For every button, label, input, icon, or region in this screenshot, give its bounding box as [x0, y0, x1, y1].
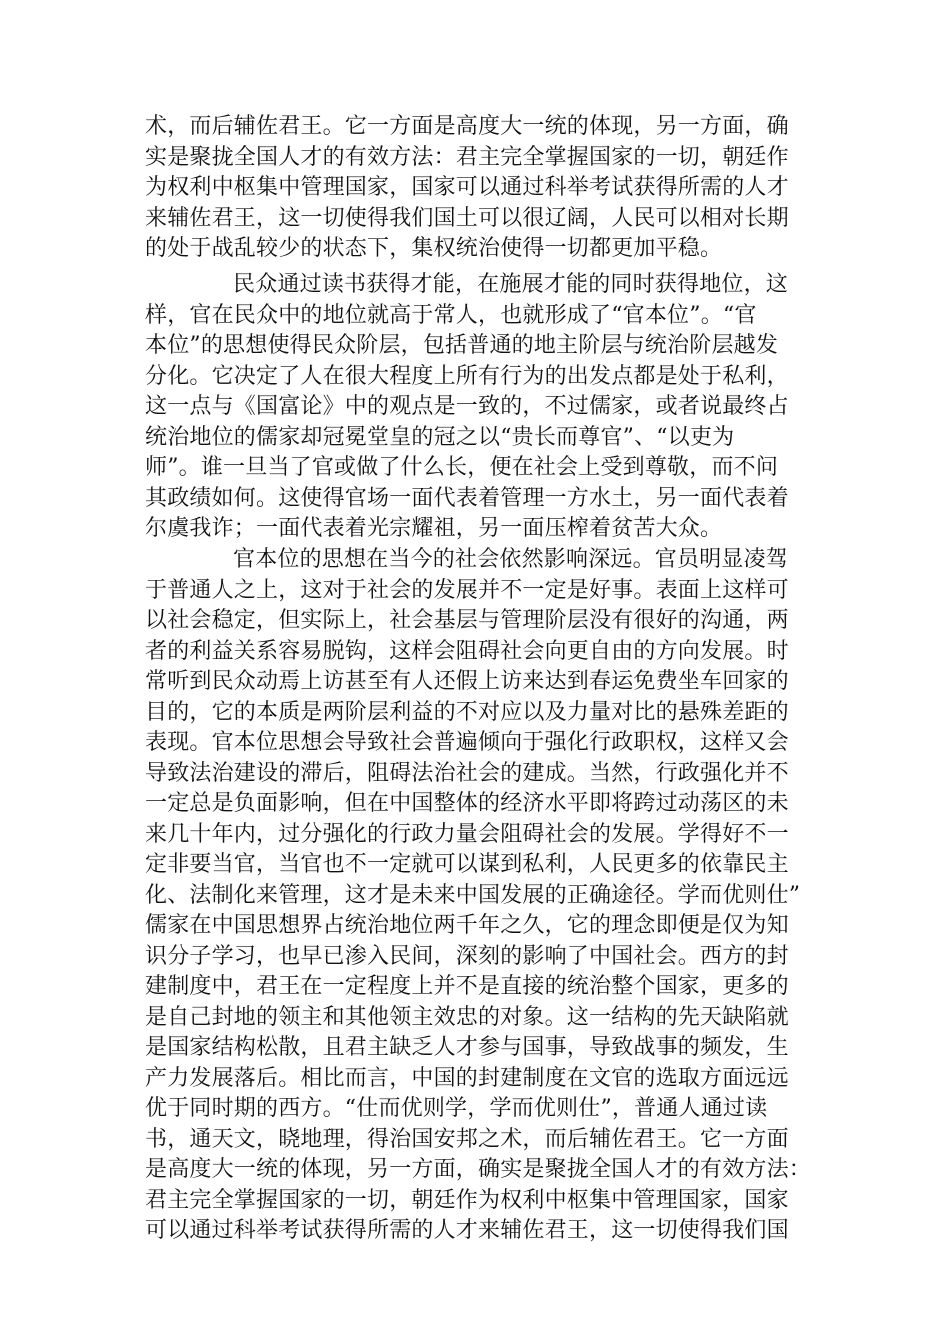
text-line: 分化。它决定了人在很大程度上所有行为的出发点都是处于私利，: [145, 363, 789, 389]
text-line: 化、法制化来管理，这才是未来中国发展的正确途径。学而优则仕”: [145, 882, 801, 908]
text-line: 实是聚拢全国人才的有效方法：君主完全掌握国家的一切，朝廷作: [145, 144, 789, 170]
text-line: 统治地位的儒家却冠冕堂皇的冠之以“贵长而尊官”、“以吏为: [145, 424, 735, 450]
text-line: 书，通天文，晓地理，得治国安邦之术，而后辅佐君王。它一方面: [145, 1126, 789, 1152]
text-line: 导致法治建设的滞后，阻碍法治社会的建成。当然，行政强化并不: [145, 760, 789, 786]
text-line: 来辅佐君王，这一切使得我们国土可以很辽阔，人民可以相对长期: [145, 205, 789, 231]
text-line: 目的，它的本质是两阶层利益的不对应以及力量对比的悬殊差距的: [145, 699, 789, 725]
text-line: 表现。官本位思想会导致社会普遍倾向于强化行政职权，这样又会: [145, 730, 789, 755]
text-line: 民众通过读书获得才能，在施展才能的同时获得地位，这: [233, 272, 789, 297]
text-line: 儒家在中国思想界占统治地位两千年之久，它的理念即便是仅为知: [145, 913, 789, 938]
text-line: 是自己封地的领主和其他领主效忠的对象。这一结构的先天缺陷就: [145, 1004, 789, 1030]
text-line: 以社会稳定，但实际上，社会基层与管理阶层没有很好的沟通，两: [145, 608, 789, 633]
text-line: 这一点与《国富论》中的观点是一致的，不过儒家，或者说最终占: [145, 394, 789, 419]
text-line: 可以通过科举考试获得所需的人才来辅佐君王，这一切使得我们国: [145, 1218, 789, 1243]
paragraph-1: [145, 112, 825, 265]
text-line: 定非要当官，当官也不一定就可以谋到私利，人民更多的依靠民主: [145, 852, 789, 877]
text-line: 为权利中枢集中管理国家，国家可以通过科举考试获得所需的人才: [145, 175, 789, 200]
paragraph-2: [145, 270, 825, 545]
paragraph-3: [145, 545, 825, 1247]
text-line: 识分子学习，也早已渗入民间，深刻的影响了中国社会。西方的封: [145, 943, 789, 969]
text-line: 本位”的思想使得民众阶层，包括普通的地主阶层与统治阶层越发: [145, 333, 779, 358]
text-line: 一定总是负面影响，但在中国整体的经济水平即将跨过动荡区的未: [145, 791, 789, 816]
text-line: 来几十年内，过分强化的行政力量会阻碍社会的发展。学得好不一: [145, 821, 789, 847]
text-line: 建制度中，君王在一定程度上并不是直接的统治整个国家，更多的: [145, 974, 789, 999]
text-line: 是国家结构松散，且君主缺乏人才参与国事，导致战事的频发，生: [145, 1035, 789, 1060]
text-line: 产力发展落后。相比而言，中国的封建制度在文官的选取方面远远: [145, 1065, 789, 1091]
text-line: 其政绩如何。这使得官场一面代表着管理一方水土，另一面代表着: [145, 485, 789, 511]
text-line: 样，官在民众中的地位就高于常人，也就形成了“官本位”。“官: [145, 302, 757, 328]
text-line: 优于同时期的西方。“仕而优则学，学而优则仕”，普通人通过读: [145, 1096, 768, 1121]
text-line: 尔虞我诈；一面代表着光宗耀祖，另一面压榨着贫苦大众。: [145, 516, 723, 541]
text-line: 者的利益关系容易脱钩，这样会阻碍社会向更自由的方向发展。时: [145, 638, 789, 664]
text-line: 是高度大一统的体现，另一方面，确实是聚拢全国人才的有效方法：: [145, 1157, 812, 1182]
text-line: 师”。谁一旦当了官或做了什么长，便在社会上受到尊敬，而不问: [145, 455, 779, 480]
text-line: 于普通人之上，这对于社会的发展并不一定是好事。表面上这样可: [145, 577, 789, 603]
text-line: 常听到民众动焉上访甚至有人还假上访来达到春运免费坐车回家的: [145, 669, 789, 694]
text-line: 术，而后辅佐君王。它一方面是高度大一统的体现，另一方面，确: [145, 114, 789, 139]
text-line: 的处于战乱较少的状态下，集权统治使得一切都更加平稳。: [145, 236, 723, 261]
text-line: 君主完全掌握国家的一切，朝廷作为权利中枢集中管理国家，国家: [145, 1187, 789, 1213]
text-line: 官本位的思想在当今的社会依然影响深远。官员明显凌驾: [233, 547, 789, 572]
